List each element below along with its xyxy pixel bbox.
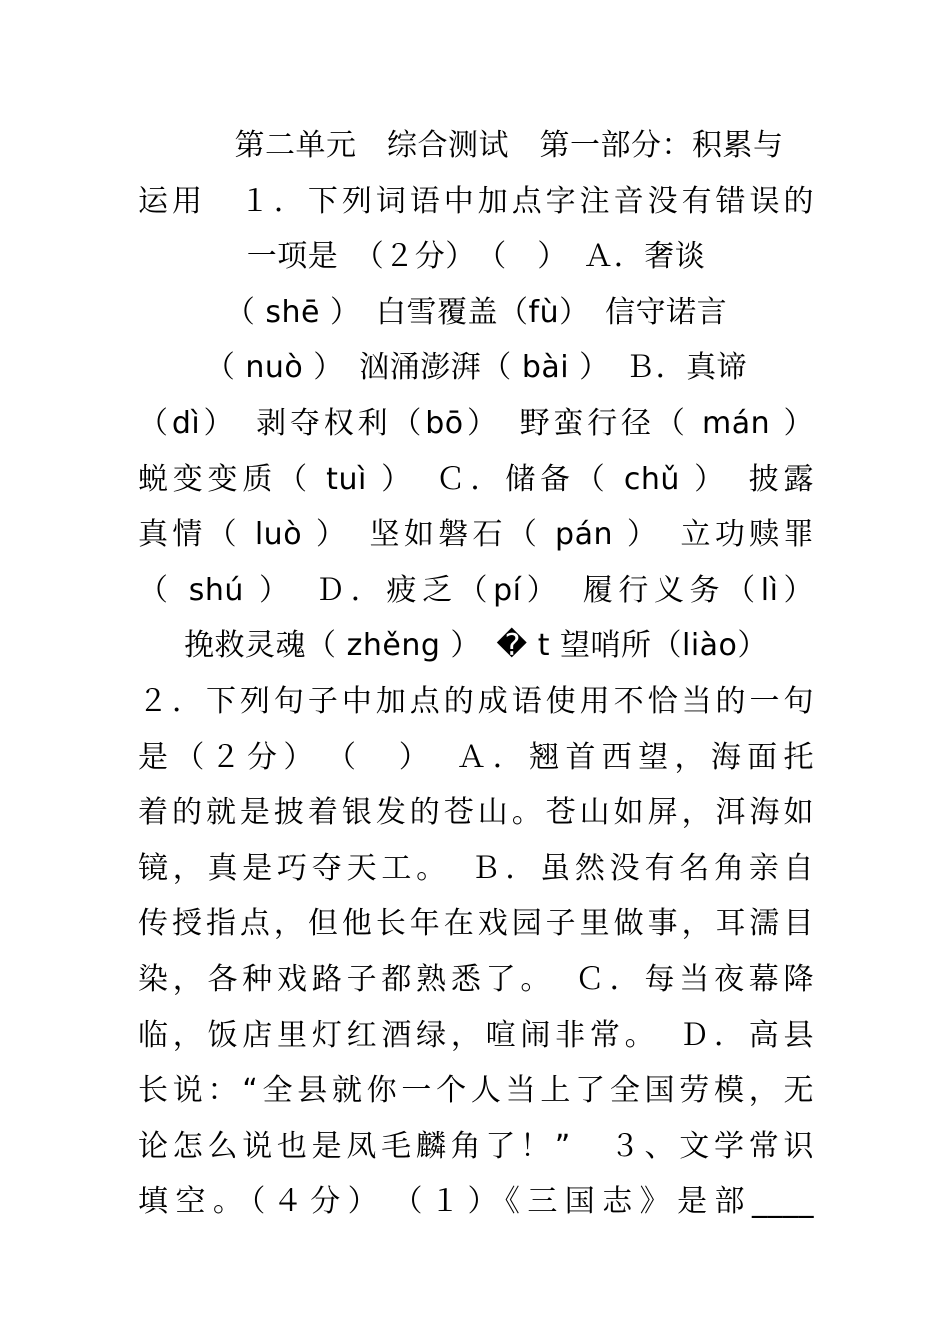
text-line: 真情（ luò ） 坚如磐石（ pán ） 立功赎罪: [138, 517, 814, 553]
text-line: 临，饭店里灯红酒绿，喧闹非常。 Ｄ．高县: [138, 1017, 814, 1053]
text-line: 第二单元 综合测试 第一部分：积累与: [234, 128, 784, 163]
text-line: （dì） 剥夺权利（bō） 野蛮行径（ mán ）: [138, 405, 814, 441]
text-line: 长说：“全县就你一个人当上了全国劳模，无: [138, 1073, 814, 1109]
text-line: 论怎么说也是凤毛麟角了！” ３、文学常识: [138, 1128, 814, 1164]
text-line: 运用 １．下列词语中加点字注音没有错误的: [138, 183, 814, 219]
document-body: [138, 118, 814, 1230]
text-line: 填空。（４分） （１）《三国志》是部____: [138, 1184, 814, 1220]
text-line: 一项是 （２分） （ ） Ａ．奢谈: [246, 239, 706, 275]
text-line: 挽救灵魂（ zhěng ） � t 望哨所（liào）: [184, 628, 768, 664]
text-line: （ shú ） Ｄ．疲乏（pí） 履行义务（lì）: [138, 572, 814, 608]
text-line: （ shē ） 白雪覆盖（fù） 信守诺言: [224, 294, 728, 330]
text-line: 是（２分） （ ） Ａ．翘首西望，海面托: [138, 739, 814, 775]
text-line: 染，各种戏路子都熟悉了。 Ｃ．每当夜幕降: [138, 961, 814, 997]
text-line: 着的就是披着银发的苍山。苍山如屏，洱海如: [138, 795, 814, 831]
text-line: 镜，真是巧夺天工。 Ｂ．虽然没有名角亲自: [138, 850, 814, 886]
text-line: 传授指点，但他长年在戏园子里做事，耳濡目: [138, 906, 814, 942]
text-line: （ nuò ） 汹涌澎湃（ bài ） Ｂ．真谛: [204, 350, 748, 386]
text-line: ２．下列句子中加点的成语使用不恰当的一句: [138, 683, 814, 719]
text-line: 蜕变变质（ tuì ） Ｃ．储备（ chǔ ） 披露: [138, 461, 814, 497]
